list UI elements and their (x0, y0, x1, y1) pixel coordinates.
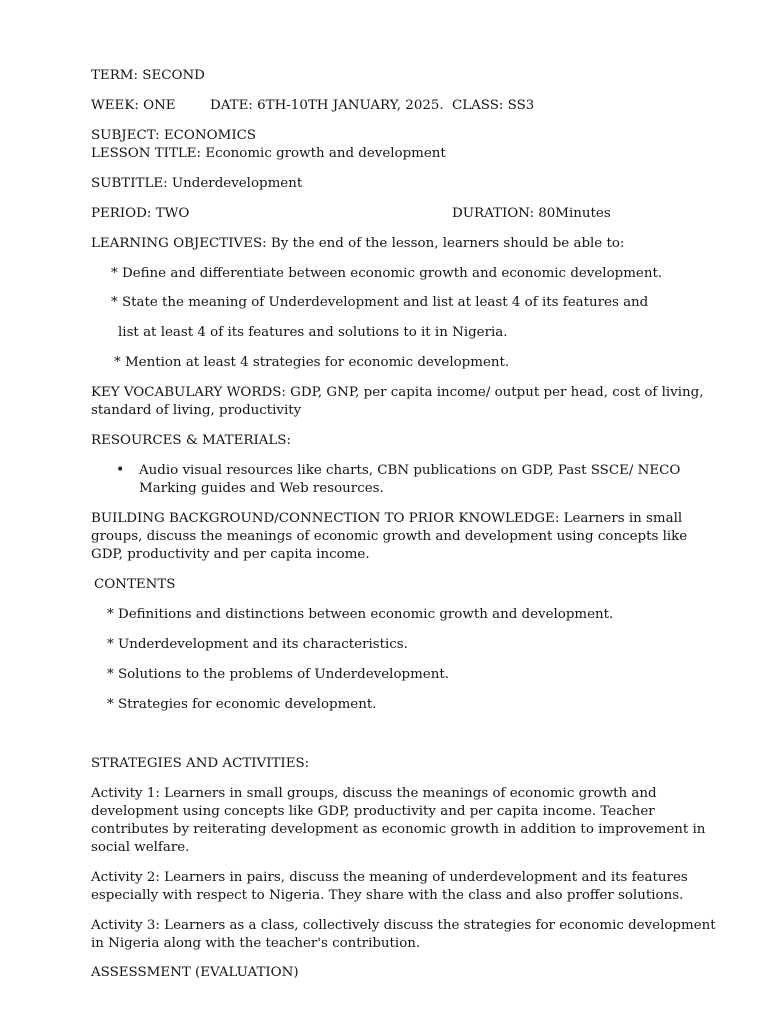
activity-line: in Nigeria along with the teacher's contribution. (91, 936, 421, 951)
bullet-icon: • (116, 462, 125, 478)
contents-item: * Definitions and distinctions between economic growth and development. (107, 607, 614, 622)
period-label: PERIOD: TWO (91, 206, 190, 221)
contents-item: * Strategies for economic development. (107, 697, 377, 712)
activity-line: contributes by reiterating development as economic growth in addition to improvement in (91, 822, 706, 837)
background-line: groups, discuss the meanings of economic growth and development using concepts like (91, 529, 688, 544)
assessment-heading: ASSESSMENT (EVALUATION) (91, 965, 299, 980)
objectives-heading: LEARNING OBJECTIVES: By the end of the lesson, learners should be able to: (91, 236, 625, 251)
resources-heading: RESOURCES & MATERIALS: (91, 433, 291, 448)
resources-item: Audio visual resources like charts, CBN publications on GDP, Past SSCE/ NECO (139, 463, 681, 478)
subtitle-line: SUBTITLE: Underdevelopment (91, 176, 303, 191)
background-line: GDP, productivity and per capita income. (91, 547, 370, 562)
lesson-title: LESSON TITLE: Economic growth and development (91, 146, 446, 161)
objective-item: * Mention at least 4 strategies for economic development. (114, 355, 510, 370)
activity-line: especially with respect to Nigeria. They share with the class and also proffer solutions. (91, 888, 684, 903)
vocabulary-line: standard of living, productivity (91, 403, 302, 418)
strategies-heading: STRATEGIES AND ACTIVITIES: (91, 756, 310, 771)
contents-item: * Underdevelopment and its characteristics. (107, 637, 408, 652)
activity-line: Activity 2: Learners in pairs, discuss the meaning of underdevelopment and its features (91, 870, 688, 885)
objective-item-continuation: list at least 4 of its features and solutions to it in Nigeria. (118, 325, 508, 340)
activity-line: Activity 3: Learners as a class, collectively discuss the strategies for economic development (91, 918, 716, 933)
activity-line: social welfare. (91, 840, 190, 855)
contents-heading: CONTENTS (94, 577, 176, 592)
activity-line: development using concepts like GDP, productivity and per capita income. Teacher (91, 804, 655, 819)
background-line: BUILDING BACKGROUND/CONNECTION TO PRIOR KNOWLEDGE: Learners in small (91, 511, 683, 526)
duration-label: DURATION: 80Minutes (452, 206, 611, 221)
contents-item: * Solutions to the problems of Underdevelopment. (107, 667, 449, 682)
resources-item: Marking guides and Web resources. (139, 481, 384, 496)
activity-line: Activity 1: Learners in small groups, discuss the meanings of economic growth and (91, 786, 657, 801)
objective-item: * State the meaning of Underdevelopment and list at least 4 of its features and (111, 295, 649, 310)
objective-item: * Define and differentiate between economic growth and economic development. (111, 266, 663, 281)
class-label: CLASS: SS3 (452, 98, 535, 113)
vocabulary-line: KEY VOCABULARY WORDS: GDP, GNP, per capita income/ output per head, cost of living, (91, 385, 704, 400)
date-label: DATE: 6TH-10TH JANUARY, 2025. (210, 98, 444, 113)
term-line: TERM: SECOND (91, 68, 205, 83)
week-label: WEEK: ONE (91, 98, 176, 113)
subject-line: SUBJECT: ECONOMICS (91, 128, 257, 143)
